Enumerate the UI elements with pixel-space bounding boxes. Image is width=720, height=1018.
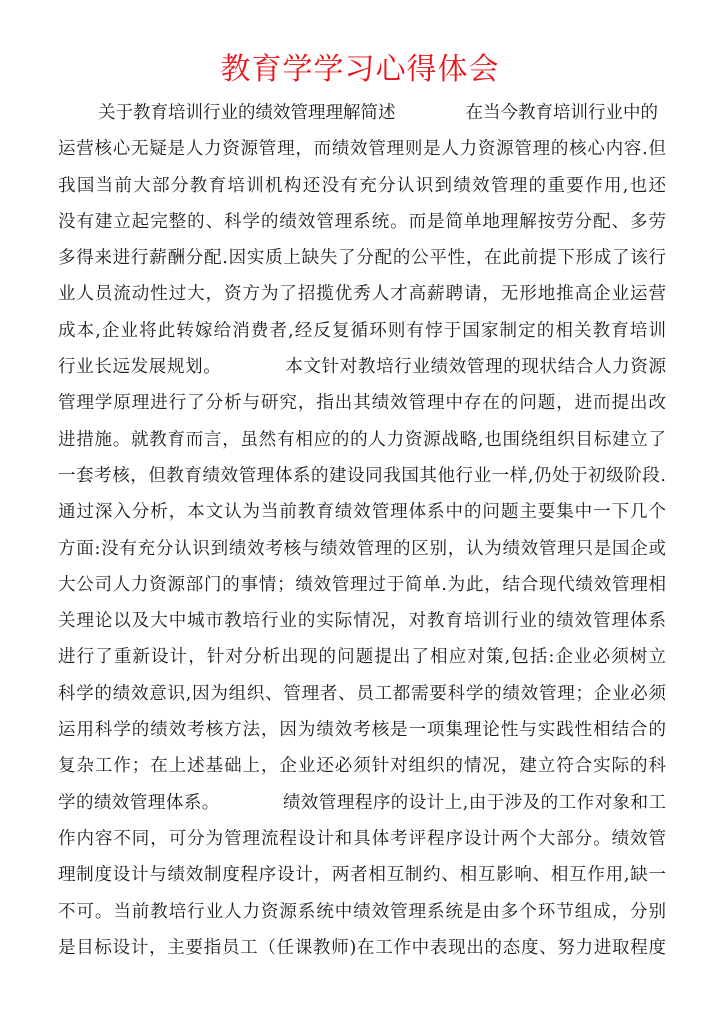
body-line: 通过深入分析，本文认为当前教育绩效管理体系中的问题主要集中一下几个	[58, 502, 666, 523]
body-line: 关理论以及大中城市教培行业的实际情况，对教育培训行业的绩效管理体系	[58, 611, 666, 632]
body-line: 是目标设计，主要指员工（任课教师)在工作中表现出的态度、努力进取程度	[58, 937, 666, 958]
body-line: 一套考核，但教育绩效管理体系的建设同我国其他行业一样,仍处于初级阶段.	[58, 465, 666, 486]
body-line: 作内容不同，可分为管理流程设计和具体考评程序设计两个大部分。绩效管	[58, 828, 666, 849]
body-line: 不可。当前教培行业人力资源系统中绩效管理系统是由多个环节组成，分别	[58, 901, 666, 922]
body-line: 成本,企业将此转嫁给消费者,经反复循环则有悖于国家制定的相关教育培训	[58, 320, 666, 341]
body-line: 理制度设计与绩效制度程序设计，两者相互制约、相互影响、相互作用,缺一	[58, 865, 666, 886]
body-line: 方面:没有充分认识到绩效考核与绩效管理的区别，认为绩效管理只是国企或	[58, 538, 666, 559]
body-line: 大公司人力资源部门的事情；绩效管理过于简单.为此，结合现代绩效管理相	[58, 574, 666, 595]
body-line: 管理学原理进行了分析与研究，指出其绩效管理中存在的问题，进而提出改	[58, 393, 666, 414]
body-line: 运营核心无疑是人力资源管理，而绩效管理则是人力资源管理的核心内容.但	[58, 139, 666, 160]
body-line: 行业长远发展规划。 本文针对教培行业绩效管理的现状结合人力资源	[58, 357, 666, 378]
body-line: 多得来进行薪酬分配.因实质上缺失了分配的公平性，在此前提下形成了该行	[58, 248, 666, 269]
body-line: 业人员流动性过大，资方为了招揽优秀人才高薪聘请，无形地推高企业运营	[58, 284, 666, 305]
body-line: 没有建立起完整的、科学的绩效管理系统。而是简单地理解按劳分配、多劳	[58, 211, 666, 232]
document-title: 教育学学习心得体会	[220, 52, 500, 87]
body-line: 学的绩效管理体系。 绩效管理程序的设计上,由于涉及的工作对象和工	[58, 792, 666, 813]
body-line: 关于教育培训行业的绩效管理理解简述 在当今教育培训行业中的	[98, 103, 658, 123]
body-line: 进行了重新设计，针对分析出现的问题提出了相应对策,包括:企业必须树立	[58, 647, 666, 668]
document-body	[58, 95, 666, 966]
body-line: 运用科学的绩效考核方法，因为绩效考核是一项集理论性与实践性相结合的	[58, 720, 666, 741]
body-line: 我国当前大部分教育培训机构还没有充分认识到绩效管理的重要作用,也还	[58, 175, 666, 196]
body-line: 复杂工作；在上述基础上，企业还必须针对组织的情况，建立符合实际的科	[58, 756, 666, 777]
body-line: 科学的绩效意识,因为组织、管理者、员工都需要科学的绩效管理；企业必须	[58, 683, 666, 704]
body-line: 进措施。就教育而言，虽然有相应的的人力资源战略,也围绕组织目标建立了	[58, 429, 666, 450]
